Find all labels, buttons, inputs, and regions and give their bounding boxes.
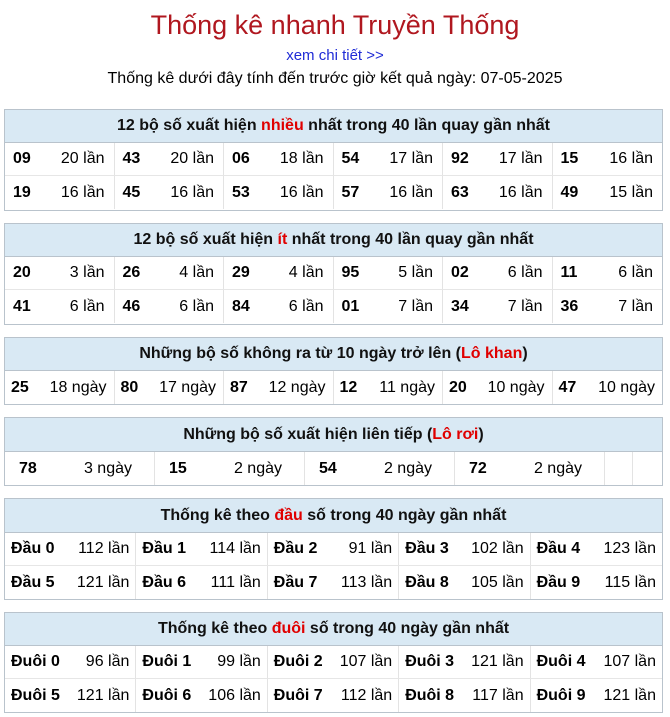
stat-number: Đầu 3 bbox=[405, 540, 449, 557]
stat-number: Đầu 6 bbox=[142, 573, 186, 591]
stat-cell bbox=[224, 257, 334, 290]
stat-count: 123 lần bbox=[603, 540, 656, 557]
stat-number: 54 bbox=[341, 150, 360, 167]
stat-count: 112 lần bbox=[340, 686, 393, 704]
lo-roi-section bbox=[4, 417, 663, 486]
stat-count: 121 lần bbox=[76, 686, 130, 704]
stat-count: 7 lần bbox=[507, 297, 543, 315]
stat-count: 7 lần bbox=[398, 297, 433, 315]
stat-cell bbox=[224, 371, 334, 404]
stat-count: 16 lần bbox=[498, 183, 543, 201]
stat-number: Đầu 0 bbox=[11, 540, 55, 557]
stat-cell bbox=[115, 143, 225, 176]
stat-number: 92 bbox=[451, 150, 469, 167]
stat-count: 114 lần bbox=[209, 540, 261, 557]
stat-number: Đuôi 9 bbox=[536, 686, 586, 704]
stat-number: Đuôi 6 bbox=[142, 686, 192, 704]
stat-number: 46 bbox=[122, 297, 141, 315]
stat-cell bbox=[224, 176, 334, 209]
stat-count: 20 lần bbox=[60, 150, 105, 167]
stat-count: 105 lần bbox=[471, 573, 524, 591]
stat-count: 2 ngày bbox=[233, 459, 282, 477]
stat-number: Đầu 1 bbox=[142, 540, 186, 557]
stat-cell bbox=[268, 679, 399, 712]
stat-number: Đầu 5 bbox=[11, 573, 55, 591]
stat-cell bbox=[305, 452, 455, 485]
stat-count: 18 lần bbox=[279, 150, 324, 167]
stat-cell bbox=[136, 566, 267, 599]
stats-grid bbox=[5, 371, 662, 404]
stat-count: 6 lần bbox=[507, 264, 543, 281]
stat-count: 17 ngày bbox=[159, 378, 216, 396]
section-heading: 12 bộ số xuất hiện ít nhất trong 40 lần quay gần nhất bbox=[5, 224, 662, 257]
stat-number: 25 bbox=[11, 378, 29, 396]
stat-number: 72 bbox=[469, 459, 487, 477]
stat-count: 121 lần bbox=[471, 653, 524, 670]
stat-number: 57 bbox=[341, 183, 360, 201]
stat-count: 10 ngày bbox=[487, 378, 545, 396]
stat-number: Đầu 9 bbox=[536, 573, 581, 591]
stat-number: 36 bbox=[560, 297, 579, 315]
stat-cell bbox=[443, 176, 553, 209]
stat-number: 01 bbox=[341, 297, 360, 315]
section-heading: Những bộ số không ra từ 10 ngày trở lên (Lô khan) bbox=[5, 338, 662, 371]
stat-count: 2 ngày bbox=[383, 459, 432, 477]
stat-count: 91 lần bbox=[348, 540, 393, 557]
stat-cell bbox=[5, 566, 136, 599]
stat-count: 16 lần bbox=[609, 150, 653, 167]
stat-cell bbox=[443, 290, 553, 323]
stat-number: 87 bbox=[230, 378, 248, 396]
stat-cell bbox=[553, 371, 663, 404]
stat-cell bbox=[224, 143, 334, 176]
stat-count: 107 lần bbox=[603, 653, 656, 670]
stat-number: 63 bbox=[451, 183, 469, 201]
stat-count: 7 lần bbox=[618, 297, 653, 315]
stat-cell bbox=[224, 290, 334, 323]
stat-count: 16 lần bbox=[170, 183, 214, 201]
stat-count: 106 lần bbox=[208, 686, 261, 704]
stat-cell bbox=[5, 533, 136, 566]
stat-cell bbox=[553, 290, 663, 323]
lo-khan-section bbox=[4, 337, 663, 405]
stat-number: 54 bbox=[319, 459, 337, 477]
stat-number: 45 bbox=[122, 183, 141, 201]
stat-cell bbox=[268, 646, 399, 679]
stat-cell bbox=[531, 679, 662, 712]
stats-grid bbox=[5, 533, 662, 599]
stat-cell bbox=[531, 533, 662, 566]
stat-count: 16 lần bbox=[279, 183, 324, 201]
stat-cell bbox=[5, 371, 115, 404]
stat-number: Đầu 4 bbox=[536, 540, 581, 557]
stat-number: 43 bbox=[122, 150, 141, 167]
stat-cell bbox=[115, 257, 225, 290]
stat-number: Đuôi 1 bbox=[142, 653, 192, 670]
stat-number: 78 bbox=[19, 459, 37, 477]
stat-cell bbox=[334, 371, 444, 404]
stat-count: 113 lần bbox=[340, 573, 393, 591]
stat-count: 3 ngày bbox=[83, 459, 132, 477]
stat-count: 121 lần bbox=[76, 573, 130, 591]
stat-count: 112 lần bbox=[78, 540, 130, 557]
section-heading: Thống kê theo đầu số trong 40 ngày gần nhất bbox=[5, 499, 662, 533]
stat-cell bbox=[553, 143, 663, 176]
stat-cell bbox=[136, 646, 267, 679]
least-frequent-section bbox=[4, 223, 663, 325]
stat-number: 53 bbox=[232, 183, 250, 201]
stat-number: 20 bbox=[13, 264, 31, 281]
stat-count: 102 lần bbox=[471, 540, 524, 557]
stat-count: 17 lần bbox=[498, 150, 543, 167]
most-frequent-section bbox=[4, 109, 663, 211]
stat-cell bbox=[531, 566, 662, 599]
stat-cell bbox=[268, 533, 399, 566]
stat-cell bbox=[136, 533, 267, 566]
stat-cell bbox=[455, 452, 605, 485]
stat-number: 80 bbox=[120, 378, 139, 396]
stat-number: Đầu 2 bbox=[273, 540, 318, 557]
stat-number: 11 bbox=[560, 264, 578, 281]
stat-number: Đuôi 4 bbox=[536, 653, 586, 670]
stat-count: 6 lần bbox=[179, 297, 214, 315]
stat-cell bbox=[334, 143, 444, 176]
duoi-stats-section bbox=[4, 612, 663, 713]
stat-number: 06 bbox=[232, 150, 250, 167]
stat-count: 99 lần bbox=[217, 653, 261, 670]
stat-count: 6 lần bbox=[288, 297, 324, 315]
stat-cell bbox=[399, 566, 530, 599]
page-title: Thống kê nhanh Truyền Thống bbox=[150, 10, 520, 40]
stat-number: Đuôi 0 bbox=[11, 653, 60, 670]
stat-number: 20 bbox=[449, 378, 467, 396]
stat-count: 2 ngày bbox=[533, 459, 582, 477]
stat-count: 115 lần bbox=[604, 573, 656, 591]
stat-cell bbox=[443, 371, 553, 404]
stat-cell bbox=[399, 533, 530, 566]
stat-cell bbox=[5, 679, 136, 712]
stat-count: 10 ngày bbox=[598, 378, 655, 396]
stat-cell bbox=[268, 566, 399, 599]
stat-number: 47 bbox=[558, 378, 577, 396]
stats-grid bbox=[5, 452, 662, 485]
stat-count: 121 lần bbox=[603, 686, 656, 704]
stat-cell bbox=[334, 176, 444, 209]
stat-count: 11 ngày bbox=[379, 378, 435, 396]
section-heading: 12 bộ số xuất hiện nhiều nhất trong 40 lần quay gần nhất bbox=[5, 110, 662, 143]
stat-number: 95 bbox=[341, 264, 360, 281]
stat-cell bbox=[5, 452, 155, 485]
stat-number: Đuôi 7 bbox=[273, 686, 323, 704]
stat-number: 84 bbox=[232, 297, 250, 315]
stat-cell bbox=[443, 143, 553, 176]
stat-count: 18 ngày bbox=[49, 378, 107, 396]
stat-number: 49 bbox=[560, 183, 579, 201]
stat-number: Đuôi 3 bbox=[405, 653, 455, 670]
stat-number: 12 bbox=[339, 378, 358, 396]
stat-count: 16 lần bbox=[389, 183, 433, 201]
section-heading: Thống kê theo đuôi số trong 40 ngày gần nhất bbox=[5, 613, 662, 646]
stat-number: 15 bbox=[169, 459, 187, 477]
stat-count: 4 lần bbox=[179, 264, 214, 281]
stat-count: 16 lần bbox=[60, 183, 105, 201]
stat-cell bbox=[5, 176, 115, 209]
stat-count: 5 lần bbox=[398, 264, 433, 281]
stat-count: 3 lần bbox=[69, 264, 105, 281]
stat-number: 34 bbox=[451, 297, 469, 315]
stat-number: Đầu 8 bbox=[405, 573, 449, 591]
stat-cell bbox=[334, 257, 444, 290]
stat-count: 107 lần bbox=[339, 653, 393, 670]
stat-number: 29 bbox=[232, 264, 250, 281]
stat-number: 19 bbox=[13, 183, 31, 201]
stat-count: 20 lần bbox=[170, 150, 214, 167]
stat-cell bbox=[443, 257, 553, 290]
stat-cell bbox=[155, 452, 305, 485]
stat-cell bbox=[5, 257, 115, 290]
stats-grid bbox=[5, 257, 662, 324]
stat-cell bbox=[553, 176, 663, 209]
stat-cell bbox=[399, 679, 530, 712]
stat-count: 111 lần bbox=[210, 573, 261, 591]
stat-cell bbox=[531, 646, 662, 679]
stat-count: 96 lần bbox=[85, 653, 130, 670]
stat-cell bbox=[115, 371, 225, 404]
stat-cell bbox=[115, 176, 225, 209]
page-header bbox=[0, 0, 670, 89]
stat-count: 17 lần bbox=[389, 150, 433, 167]
view-details-link[interactable]: xem chi tiết >> bbox=[286, 47, 384, 64]
stat-number: Đầu 7 bbox=[273, 573, 318, 591]
stat-cell bbox=[5, 646, 136, 679]
stat-number: Đuôi 2 bbox=[273, 653, 323, 670]
stat-number: Đuôi 8 bbox=[405, 686, 455, 704]
stat-number: 41 bbox=[13, 297, 31, 315]
stat-count: 6 lần bbox=[69, 297, 105, 315]
stat-count: 15 lần bbox=[609, 183, 653, 201]
stats-grid bbox=[5, 646, 662, 712]
stat-cell bbox=[5, 143, 115, 176]
stat-number: Đuôi 5 bbox=[11, 686, 60, 704]
empty-cell bbox=[633, 452, 662, 485]
stats-grid bbox=[5, 143, 662, 210]
stat-cell bbox=[553, 257, 663, 290]
stat-number: 02 bbox=[451, 264, 469, 281]
section-heading: Những bộ số xuất hiện liên tiếp (Lô rơi) bbox=[5, 418, 662, 452]
stat-cell bbox=[115, 290, 225, 323]
stat-number: 26 bbox=[122, 264, 141, 281]
stat-count: 6 lần bbox=[618, 264, 653, 281]
stat-cell bbox=[136, 679, 267, 712]
stat-number: 15 bbox=[560, 150, 579, 167]
stat-number: 09 bbox=[13, 150, 31, 167]
stat-cell bbox=[334, 290, 444, 323]
empty-cell bbox=[605, 452, 633, 485]
stat-count: 12 ngày bbox=[268, 378, 326, 396]
stat-cell bbox=[5, 290, 115, 323]
stat-count: 4 lần bbox=[288, 264, 324, 281]
stat-cell bbox=[399, 646, 530, 679]
stat-count: 117 lần bbox=[472, 686, 524, 704]
page-subtitle: Thống kê dưới đây tính đến trước giờ kết quả ngày: 07-05-2025 bbox=[107, 70, 563, 87]
dau-stats-section bbox=[4, 498, 663, 600]
